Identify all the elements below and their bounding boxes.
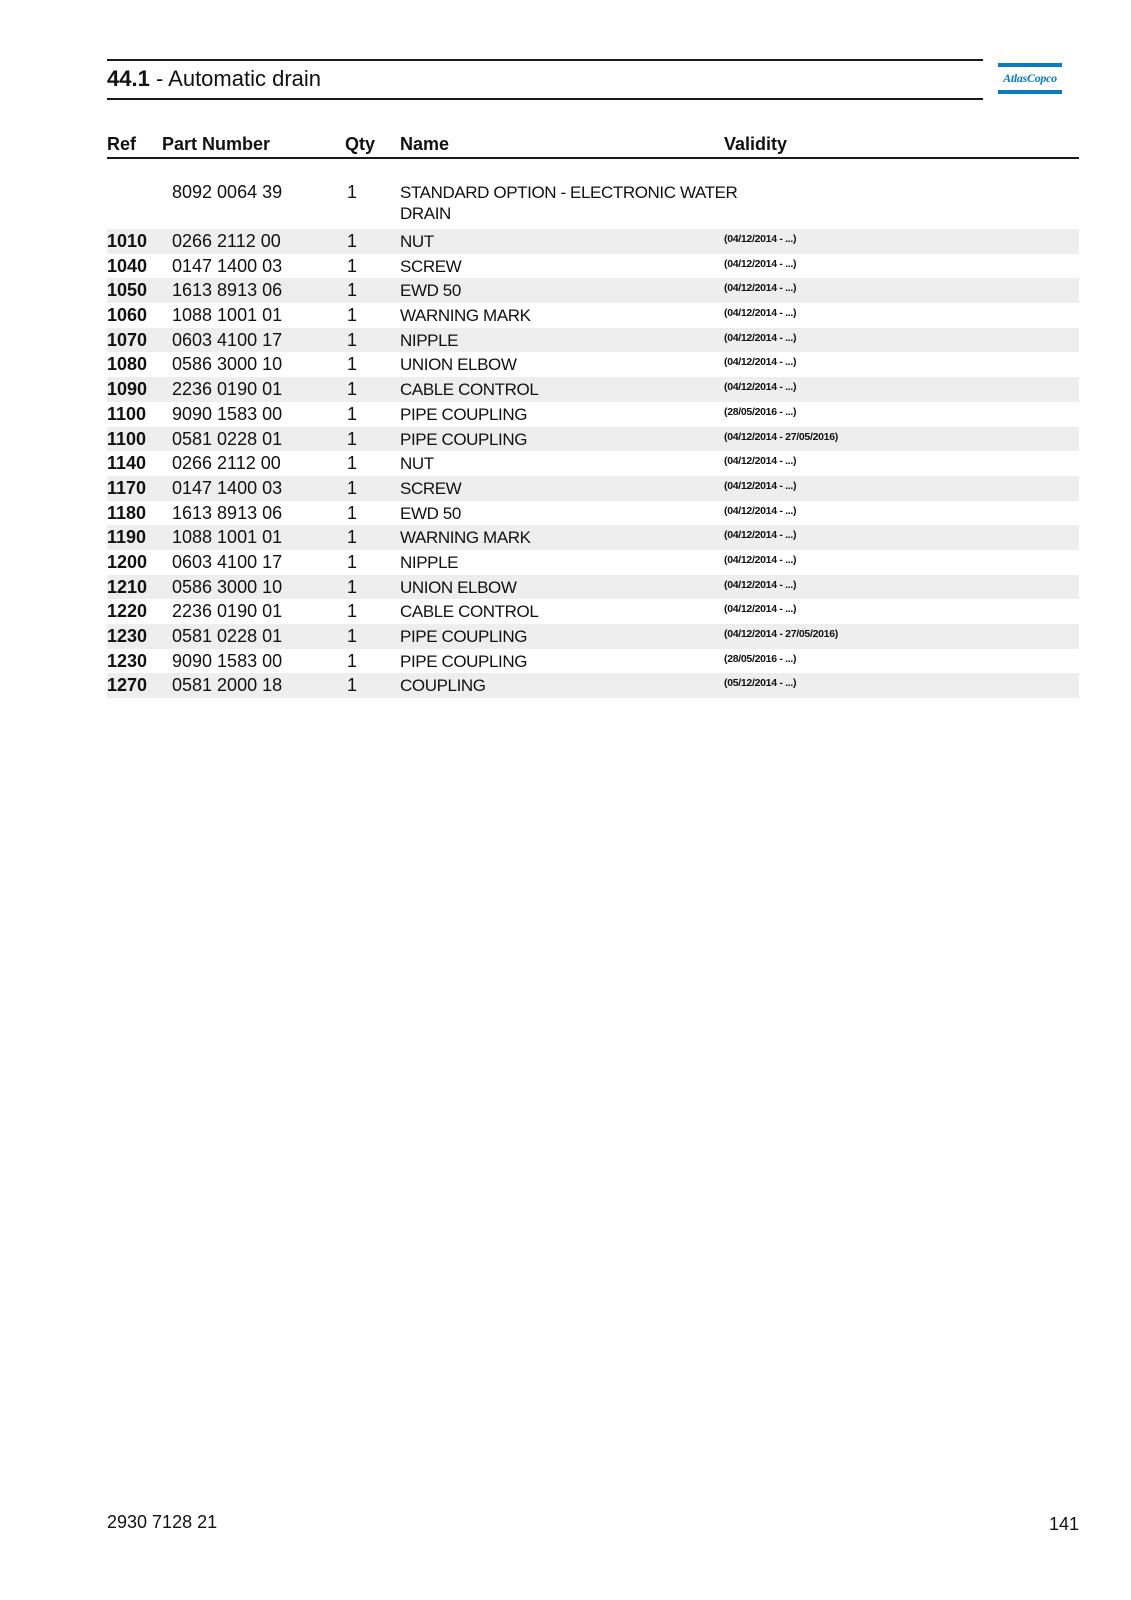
cell-ref: 1140 [107, 453, 147, 474]
table-row [107, 451, 1079, 476]
cell-ref: 1050 [107, 280, 148, 301]
cell-qty: 1 [347, 675, 358, 696]
cell-name: NUT [400, 232, 434, 251]
table-row [107, 254, 1079, 279]
table-row [107, 377, 1079, 402]
table-row [107, 501, 1079, 526]
cell-qty: 1 [347, 650, 358, 671]
cell-part-number: 0147 1400 03 [172, 255, 283, 276]
page-number: 141 [1048, 1514, 1079, 1534]
section-title [107, 66, 321, 92]
table-row [107, 278, 1079, 303]
cell-part-number: 0147 1400 03 [172, 477, 283, 498]
cell-validity: (04/12/2014 - ...) [724, 331, 797, 344]
cell-part-number: 0266 2112 00 [172, 231, 281, 251]
column-header-qty: Qty [345, 134, 376, 154]
cell-name: CABLE CONTROL [400, 602, 539, 622]
cell-part-number: 8092 0064 39 [172, 182, 283, 202]
cell-qty: 1 [347, 428, 358, 449]
cell-validity: (28/05/2016 - ...) [724, 652, 797, 665]
cell-qty: 1 [347, 551, 358, 572]
cell-name: EWD 50 [400, 281, 461, 301]
cell-qty: 1 [347, 379, 358, 400]
cell-ref: 1010 [107, 231, 148, 251]
cell-part-number: 0581 2000 18 [172, 675, 283, 696]
cell-part-number: 0581 0228 01 [172, 626, 283, 646]
cell-qty: 1 [347, 231, 358, 251]
cell-name: CABLE CONTROL [400, 380, 539, 400]
cell-validity: (04/12/2014 - ...) [724, 455, 797, 468]
cell-part-number: 1088 1001 01 [172, 305, 283, 326]
cell-ref: 1070 [107, 329, 148, 350]
cell-name: SCREW [400, 478, 462, 498]
cell-qty: 1 [347, 453, 358, 474]
cell-name: COUPLING [400, 676, 486, 696]
table-row [107, 525, 1079, 550]
table-row [107, 599, 1079, 624]
cell-name: PIPE COUPLING [400, 651, 528, 671]
cell-part-number: 1613 8913 06 [172, 502, 283, 523]
table-row [107, 673, 1079, 698]
cell-ref: 1170 [107, 477, 147, 498]
document-number: 2930 7128 21 [107, 1512, 218, 1532]
section-number: 44.1 [107, 66, 150, 91]
cell-part-number: 0581 0228 01 [172, 428, 283, 449]
cell-validity: (28/05/2016 - ...) [724, 405, 797, 418]
cell-qty: 1 [347, 477, 358, 498]
cell-name: UNION ELBOW [400, 355, 517, 375]
cell-name: NUT [400, 454, 434, 474]
cell-part-number: 0603 4100 17 [172, 551, 283, 572]
cell-validity: (04/12/2014 - ...) [724, 381, 797, 394]
cell-qty: 1 [347, 527, 358, 548]
cell-ref: 1100 [107, 428, 147, 449]
cell-qty: 1 [347, 601, 358, 622]
cell-part-number: 0586 3000 10 [172, 576, 283, 597]
cell-qty: 1 [347, 626, 358, 646]
cell-part-number: 1613 8913 06 [172, 280, 283, 301]
table-row [107, 229, 1079, 254]
cell-ref: 1060 [107, 305, 148, 326]
cell-part-number: 0266 2112 00 [172, 453, 281, 474]
column-header-part-number: Part Number [162, 134, 271, 154]
cell-qty: 1 [347, 255, 358, 276]
cell-validity: (04/12/2014 - ...) [724, 603, 797, 616]
cell-part-number: 9090 1583 00 [172, 403, 283, 424]
cell-name: EWD 50 [400, 503, 461, 523]
table-row [107, 402, 1079, 427]
table-row [107, 328, 1079, 353]
cell-qty: 1 [347, 182, 358, 202]
section-header [107, 59, 983, 100]
cell-part-number: 2236 0190 01 [172, 379, 283, 400]
cell-name: PIPE COUPLING [400, 404, 528, 424]
table-header [107, 130, 1079, 159]
cell-ref: 1230 [107, 626, 148, 646]
cell-qty: 1 [347, 280, 358, 301]
table-row [107, 550, 1079, 575]
table-row [107, 303, 1079, 328]
table-row [107, 427, 1079, 452]
cell-validity: (04/12/2014 - ...) [724, 553, 797, 566]
cell-name: PIPE COUPLING [400, 627, 528, 646]
cell-name: NIPPLE [400, 330, 459, 350]
cell-ref: 1090 [107, 379, 148, 400]
table-row [107, 649, 1079, 674]
cell-ref: 1190 [107, 527, 147, 548]
cell-ref: 1200 [107, 551, 148, 572]
cell-name: NIPPLE [400, 552, 459, 572]
cell-name: WARNING MARK [400, 528, 531, 548]
cell-ref: 1230 [107, 650, 148, 671]
cell-validity: (04/12/2014 - ...) [724, 529, 797, 542]
table-row [107, 624, 1079, 649]
cell-validity: (04/12/2014 - ...) [724, 356, 797, 369]
cell-qty: 1 [347, 502, 358, 523]
cell-ref: 1080 [107, 354, 148, 375]
parts-table [107, 180, 1079, 698]
cell-name: STANDARD OPTION - ELECTRONIC WATER DRAIN [400, 183, 738, 223]
cell-qty: 1 [347, 305, 358, 326]
cell-ref: 1040 [107, 255, 148, 276]
cell-validity: (04/12/2014 - ...) [724, 307, 797, 320]
column-header-ref: Ref [107, 134, 137, 154]
cell-name: PIPE COUPLING [400, 429, 528, 449]
cell-validity: (04/12/2014 - 27/05/2016) [724, 628, 838, 640]
cell-name: UNION ELBOW [400, 577, 517, 597]
column-header-name: Name [400, 134, 450, 154]
cell-qty: 1 [347, 329, 358, 350]
cell-qty: 1 [347, 576, 358, 597]
cell-validity: (04/12/2014 - ...) [724, 479, 797, 492]
cell-ref: 1220 [107, 601, 148, 622]
table-row [107, 476, 1079, 501]
table-row [107, 352, 1079, 377]
cell-name: WARNING MARK [400, 306, 531, 326]
cell-part-number: 1088 1001 01 [172, 527, 283, 548]
cell-validity: (04/12/2014 - ...) [724, 282, 797, 295]
logo-text: AtlasCopco [1003, 71, 1057, 85]
cell-ref: 1180 [107, 502, 147, 523]
cell-validity: (04/12/2014 - ...) [724, 578, 797, 591]
cell-validity: (04/12/2014 - ...) [724, 233, 797, 245]
cell-qty: 1 [347, 403, 358, 424]
cell-ref: 1210 [107, 576, 148, 597]
cell-part-number: 2236 0190 01 [172, 601, 283, 622]
cell-part-number: 9090 1583 00 [172, 650, 283, 671]
table-row [107, 575, 1079, 600]
table-row [107, 180, 1079, 229]
cell-part-number: 0586 3000 10 [172, 354, 283, 375]
cell-validity: (05/12/2014 - ...) [724, 677, 797, 690]
cell-part-number: 0603 4100 17 [172, 329, 283, 350]
logo-bar-top [998, 63, 1062, 67]
cell-validity: (04/12/2014 - ...) [724, 504, 797, 517]
section-name: - Automatic drain [149, 66, 322, 91]
cell-validity: (04/12/2014 - 27/05/2016) [724, 430, 838, 443]
atlas-copco-logo [998, 63, 1062, 94]
logo-bar-bottom [998, 90, 1062, 94]
column-header-validity: Validity [724, 134, 788, 154]
cell-ref: 1270 [107, 675, 148, 696]
cell-validity: (04/12/2014 - ...) [724, 257, 797, 270]
cell-name: SCREW [400, 256, 462, 276]
cell-qty: 1 [347, 354, 358, 375]
cell-ref: 1100 [107, 403, 147, 424]
